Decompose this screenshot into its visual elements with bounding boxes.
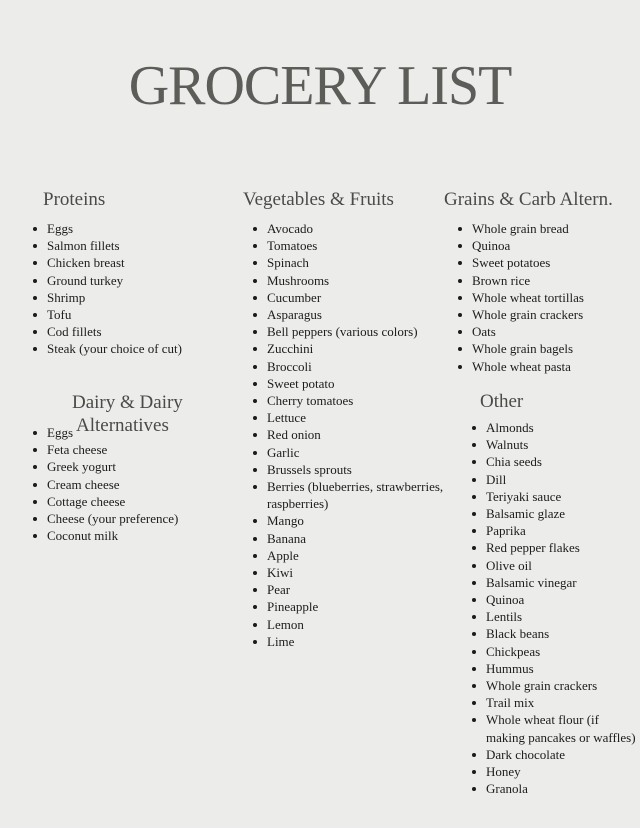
- list-item: Cream cheese: [33, 476, 233, 493]
- list-item: Broccoli: [253, 358, 445, 375]
- dairy-heading-line2: Alternatives: [76, 415, 169, 436]
- list-item: Lentils: [472, 608, 638, 625]
- list-item: Apple: [253, 547, 445, 564]
- list-item: Whole wheat pasta: [458, 358, 638, 375]
- list-item: Shrimp: [33, 289, 233, 306]
- list-item: Cherry tomatoes: [253, 392, 445, 409]
- list-item: Brown rice: [458, 272, 638, 289]
- vegetables-fruits-heading: Vegetables & Fruits: [243, 189, 394, 210]
- list-item: Walnuts: [472, 436, 638, 453]
- list-item: Quinoa: [472, 591, 638, 608]
- list-item: Steak (your choice of cut): [33, 340, 233, 357]
- list-item: Spinach: [253, 254, 445, 271]
- list-item: Zucchini: [253, 340, 445, 357]
- list-item: Balsamic vinegar: [472, 574, 638, 591]
- list-item: Eggs: [33, 220, 233, 237]
- dairy-heading-line1: Dairy & Dairy: [72, 392, 183, 413]
- list-item: Garlic: [253, 444, 445, 461]
- list-item: Banana: [253, 530, 445, 547]
- list-item: Whole grain crackers: [458, 306, 638, 323]
- list-item: Feta cheese: [33, 441, 233, 458]
- list-item: Tofu: [33, 306, 233, 323]
- proteins-heading: Proteins: [43, 189, 106, 210]
- list-item: Chickpeas: [472, 643, 638, 660]
- proteins-list: [33, 220, 233, 358]
- list-item: Almonds: [472, 419, 638, 436]
- list-item: Salmon fillets: [33, 237, 233, 254]
- list-item: Oats: [458, 323, 638, 340]
- list-item: Cheese (your preference): [33, 510, 233, 527]
- list-item: Greek yogurt: [33, 458, 233, 475]
- list-item: Ground turkey: [33, 272, 233, 289]
- dairy-list: [33, 424, 233, 544]
- list-item: Lettuce: [253, 409, 445, 426]
- list-item: Whole wheat flour (if making pancakes or waffles): [472, 711, 638, 745]
- list-item: Asparagus: [253, 306, 445, 323]
- list-item: Sweet potato: [253, 375, 445, 392]
- list-item: Lime: [253, 633, 445, 650]
- vegetables-fruits-list: [253, 220, 445, 650]
- list-item: Whole grain bagels: [458, 340, 638, 357]
- list-item: Kiwi: [253, 564, 445, 581]
- list-item: Berries (blueberries, strawberries, raspberries): [253, 478, 445, 512]
- list-item: Cod fillets: [33, 323, 233, 340]
- list-item: Tomatoes: [253, 237, 445, 254]
- list-item: Pear: [253, 581, 445, 598]
- list-item: Pineapple: [253, 598, 445, 615]
- list-item: Chicken breast: [33, 254, 233, 271]
- list-item: Paprika: [472, 522, 638, 539]
- list-item: Sweet potatoes: [458, 254, 638, 271]
- list-item: Coconut milk: [33, 527, 233, 544]
- list-item: Whole wheat tortillas: [458, 289, 638, 306]
- list-item: Hummus: [472, 660, 638, 677]
- list-item: Brussels sprouts: [253, 461, 445, 478]
- other-heading: Other: [480, 391, 524, 412]
- grains-list: [458, 220, 638, 375]
- list-item: Lemon: [253, 616, 445, 633]
- list-item: Balsamic glaze: [472, 505, 638, 522]
- list-item: Granola: [472, 780, 638, 797]
- page-title: GROCERY LIST: [128, 55, 512, 117]
- list-item: Honey: [472, 763, 638, 780]
- other-list: [472, 419, 638, 797]
- list-item: Mushrooms: [253, 272, 445, 289]
- list-item: Cottage cheese: [33, 493, 233, 510]
- list-item: Trail mix: [472, 694, 638, 711]
- list-item: Quinoa: [458, 237, 638, 254]
- list-item: Dill: [472, 471, 638, 488]
- list-item: Red pepper flakes: [472, 539, 638, 556]
- list-item: Whole grain crackers: [472, 677, 638, 694]
- list-item: Dark chocolate: [472, 746, 638, 763]
- list-item: Eggs: [33, 424, 233, 441]
- list-item: Cucumber: [253, 289, 445, 306]
- list-item: Whole grain bread: [458, 220, 638, 237]
- list-item: Teriyaki sauce: [472, 488, 638, 505]
- list-item: Chia seeds: [472, 453, 638, 470]
- list-item: Mango: [253, 512, 445, 529]
- list-item: Avocado: [253, 220, 445, 237]
- list-item: Olive oil: [472, 557, 638, 574]
- list-item: Black beans: [472, 625, 638, 642]
- list-item: Bell peppers (various colors): [253, 323, 445, 340]
- list-item: Red onion: [253, 426, 445, 443]
- grains-heading: Grains & Carb Altern.: [444, 189, 613, 210]
